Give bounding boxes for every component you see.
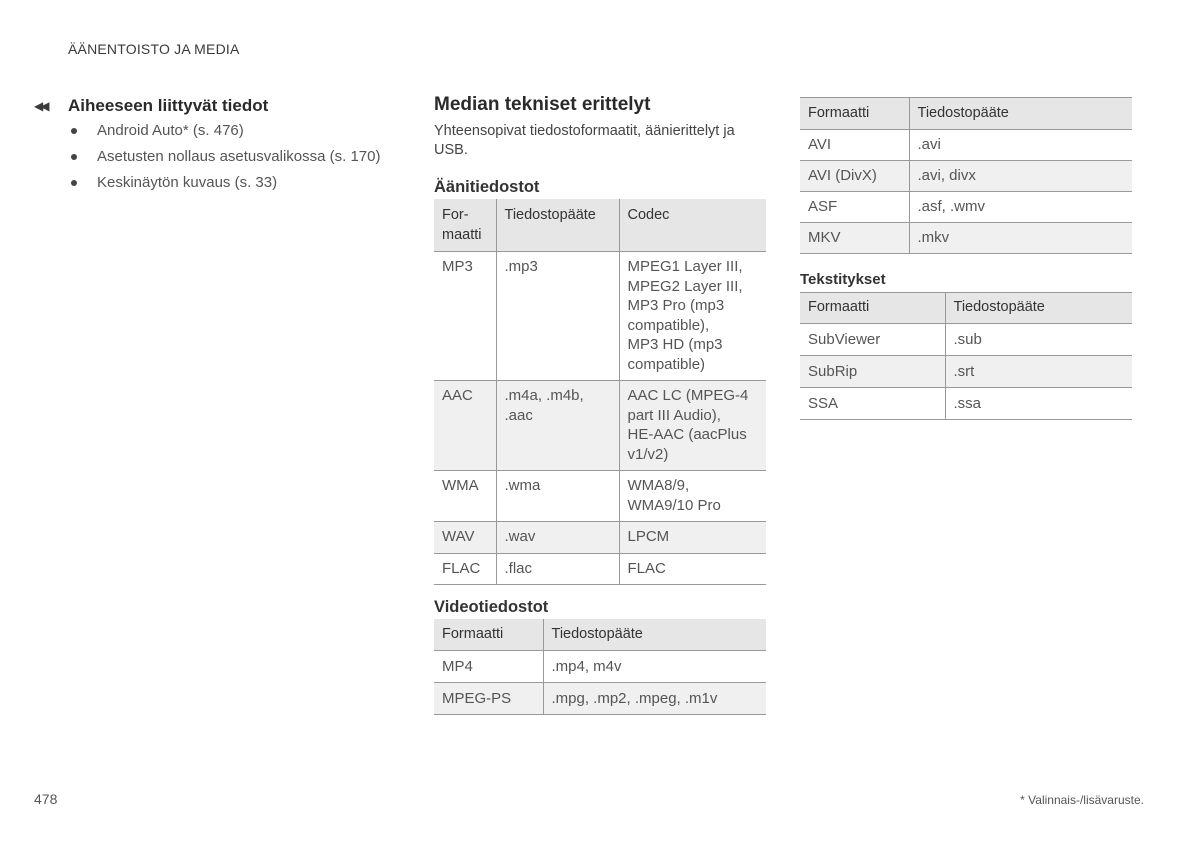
table-row bbox=[434, 381, 766, 471]
format-cell: MKV bbox=[800, 223, 909, 254]
footnote: * Valinnais-/lisävaruste. bbox=[1020, 793, 1144, 807]
table-row bbox=[800, 324, 1132, 356]
related-link-android-auto[interactable]: Android Auto* (s. 476) bbox=[68, 118, 414, 144]
format-cell: FLAC bbox=[434, 553, 496, 585]
column-header: Tiedostopääte bbox=[945, 293, 1132, 324]
table-header-row bbox=[434, 619, 766, 651]
related-info-section bbox=[34, 96, 414, 196]
table-row bbox=[434, 522, 766, 554]
table-header-row bbox=[800, 98, 1132, 130]
format-cell: MPEG-PS bbox=[434, 683, 543, 715]
format-cell: SSA bbox=[800, 388, 945, 420]
extension-cell: .mp4, m4v bbox=[543, 651, 766, 683]
column-header: Codec bbox=[619, 199, 766, 252]
extension-cell: .srt bbox=[945, 356, 1132, 388]
extension-cell: .m4a, .m4b, .aac bbox=[496, 381, 619, 471]
codec-cell: WMA8/9, WMA9/10 Pro bbox=[619, 471, 766, 522]
audio-table bbox=[434, 199, 766, 585]
table-row bbox=[800, 130, 1132, 161]
table-row bbox=[800, 223, 1132, 254]
extension-cell: .mp3 bbox=[496, 252, 619, 381]
extension-cell: .avi, divx bbox=[909, 161, 1132, 192]
format-cell: MP3 bbox=[434, 252, 496, 381]
subtitles-heading: Tekstitykset bbox=[800, 271, 886, 288]
format-cell: SubViewer bbox=[800, 324, 945, 356]
column-header: Formaatti bbox=[800, 98, 909, 130]
audio-heading: Äänitiedostot bbox=[434, 178, 540, 196]
subtitles-table bbox=[800, 292, 1132, 420]
format-cell: AVI bbox=[800, 130, 909, 161]
page-number: 478 bbox=[34, 791, 58, 807]
table-row bbox=[434, 683, 766, 715]
extension-cell: .flac bbox=[496, 553, 619, 585]
extension-cell: .avi bbox=[909, 130, 1132, 161]
page-title: Median tekniset erittelyt bbox=[434, 94, 651, 115]
format-cell: WAV bbox=[434, 522, 496, 554]
column-header: Tiedostopääte bbox=[909, 98, 1132, 130]
table-header-row bbox=[800, 293, 1132, 324]
format-cell: WMA bbox=[434, 471, 496, 522]
media-specs-section bbox=[434, 93, 766, 715]
chapter-title: ÄÄNENTOISTO JA MEDIA bbox=[68, 41, 240, 57]
right-column bbox=[800, 97, 1132, 420]
table-row bbox=[800, 388, 1132, 420]
format-cell: AAC bbox=[434, 381, 496, 471]
video-table-continued bbox=[800, 97, 1132, 254]
format-cell: MP4 bbox=[434, 651, 543, 683]
format-cell: SubRip bbox=[800, 356, 945, 388]
extension-cell: .wma bbox=[496, 471, 619, 522]
table-header-row bbox=[434, 199, 766, 252]
column-header: Formaatti bbox=[800, 293, 945, 324]
table-row bbox=[800, 161, 1132, 192]
column-header: For- maatti bbox=[434, 199, 496, 252]
intro-text: Yhteensopivat tiedostoformaatit, äänierittelyt ja USB. bbox=[434, 123, 735, 158]
table-row bbox=[434, 651, 766, 683]
table-row bbox=[800, 192, 1132, 223]
column-header: Tiedostopääte bbox=[543, 619, 766, 651]
format-cell: ASF bbox=[800, 192, 909, 223]
extension-cell: .mkv bbox=[909, 223, 1132, 254]
extension-cell: .ssa bbox=[945, 388, 1132, 420]
column-header: Formaatti bbox=[434, 619, 543, 651]
extension-cell: .wav bbox=[496, 522, 619, 554]
codec-cell: FLAC bbox=[619, 553, 766, 585]
extension-cell: .mpg, .mp2, .mpeg, .m1v bbox=[543, 683, 766, 715]
format-cell: AVI (DivX) bbox=[800, 161, 909, 192]
table-row bbox=[434, 252, 766, 381]
related-info-list bbox=[68, 118, 414, 196]
related-link-center-display[interactable]: Keskinäytön kuvaus (s. 33) bbox=[68, 170, 414, 196]
column-header: Tiedostopääte bbox=[496, 199, 619, 252]
codec-cell: AAC LC (MPEG-4 part III Audio), HE-AAC (aacPlus v1/v2) bbox=[619, 381, 766, 471]
codec-cell: MPEG1 Layer III, MPEG2 Layer III, MP3 Pro (mp3 compatible), MP3 HD (mp3 compatible) bbox=[619, 252, 766, 381]
table-row bbox=[434, 471, 766, 522]
related-link-settings-reset[interactable]: Asetusten nollaus asetusvalikossa (s. 170) bbox=[68, 144, 414, 170]
table-row bbox=[800, 356, 1132, 388]
codec-cell: LPCM bbox=[619, 522, 766, 554]
table-row bbox=[434, 553, 766, 585]
extension-cell: .asf, .wmv bbox=[909, 192, 1132, 223]
related-info-title: Aiheeseen liittyvät tiedot bbox=[68, 96, 269, 115]
video-table bbox=[434, 619, 766, 715]
back-arrows-icon: ◀◀ bbox=[34, 99, 47, 113]
video-heading: Videotiedostot bbox=[434, 598, 549, 616]
extension-cell: .sub bbox=[945, 324, 1132, 356]
